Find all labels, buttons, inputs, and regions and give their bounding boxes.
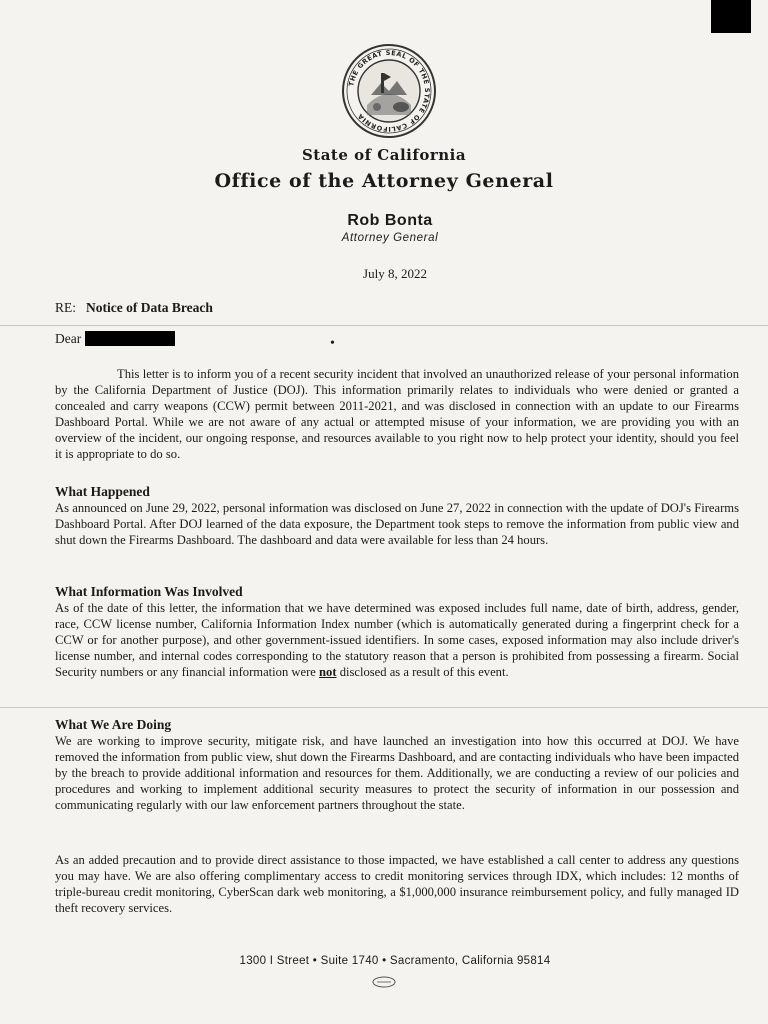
re-line <box>55 300 213 316</box>
salutation-text: Dear <box>55 331 82 346</box>
involved-text-after: disclosed as a result of this event. <box>339 665 509 680</box>
section-heading-what-we-are-doing: What We Are Doing <box>55 717 172 732</box>
attorney-general-title: Attorney General <box>341 232 439 244</box>
call-center-paragraph: As an added precaution and to provide direct assistance to those impacted, we have established a call center to address any questions you may have. We are also offering complimentary access to credit monitoring services through IDX, which includes: 12 months of triple-bureau credit monitoring, CyberScan dark web monitoring, a $1,000,000 insurance reimbursement policy, and fully managed ID theft recovery services. <box>55 853 739 916</box>
office-heading: Office of the Attorney General <box>214 170 554 192</box>
intro-paragraph: This letter is to inform you of a recent security incident that involved an unauthorized release of your personal information by the California Department of Justice (DOJ). This information primarily relates to individuals who were denied or granted a concealed and carry weapons (CCW) permit between 2011-2021, and was disclosed in connection with an update to our Firearms Dashboard Portal. While we are not aware of any actual or attempted misuse of your information, we are providing you with an overview of the incident, our ongoing response, and resources available to you right now to help protect your identity, should you feel it is appropriate to do so. <box>55 367 739 462</box>
section-heading-what-happened: What Happened <box>55 484 150 499</box>
what-we-are-doing-paragraph: We are working to improve security, mitigate risk, and have launched an investigation into how this occurred at DOJ. We have removed the information from public view, shut down the Firearms Dashboard, and are contacting individuals who have been impacted by the breach to provide additional information and resources for them. Additionally, we are conducting a review of our policies and procedures and working to implement additional security measures to protect the security of information in our possession and communicating regularly with our law enforcement partners throughout the state. <box>55 734 739 813</box>
salutation <box>55 331 175 347</box>
re-label: RE: <box>55 300 77 315</box>
letter-date: July 8, 2022 <box>363 266 427 281</box>
page-fold-line <box>0 707 768 708</box>
svg-text:THE GREAT SEAL OF THE STATE OF: THE GREAT SEAL OF THE STATE OF CALIFORNIA <box>347 48 432 134</box>
involved-text-before: As of the date of this letter, the information that we have determined was exposed includes full name, date of birth, address, gender, race, CCW license number, California Information Index number (which is automatically generated during a fingerprint check for a CCW or for another purpose), and other government-issued identifiers. In some cases, exposed information may also include driver's license number, and internal codes corresponding to the statutory reason that a person is prohibited from possessing a firearm. Social Security numbers or any financial information were <box>55 601 739 680</box>
redacted-name <box>85 331 175 346</box>
attorney-general-name: Rob Bonta <box>347 212 433 229</box>
stray-mark: • <box>330 336 335 351</box>
page-fold-line <box>0 325 768 326</box>
california-seal-icon <box>341 43 437 139</box>
redaction-block <box>711 0 751 33</box>
footer-address: 1300 I Street • Suite 1740 • Sacramento, California 95814 <box>239 955 551 967</box>
what-happened-paragraph: As announced on June 29, 2022, personal information was disclosed on June 27, 2022 in connection with the update of DOJ's Firearms Dashboard Portal. After DOJ learned of the data exposure, the Department took steps to remove the information from public view and shut down the Firearms Dashboard. The dashboard and data were available for less than 24 hours. <box>55 501 739 548</box>
re-subject: Notice of Data Breach <box>86 300 213 315</box>
information-involved-paragraph <box>55 600 739 680</box>
section-heading-information-involved: What Information Was Involved <box>55 584 243 599</box>
union-bug-icon <box>372 976 396 988</box>
state-heading: State of California <box>301 146 467 164</box>
involved-emphasis: not <box>319 665 337 680</box>
